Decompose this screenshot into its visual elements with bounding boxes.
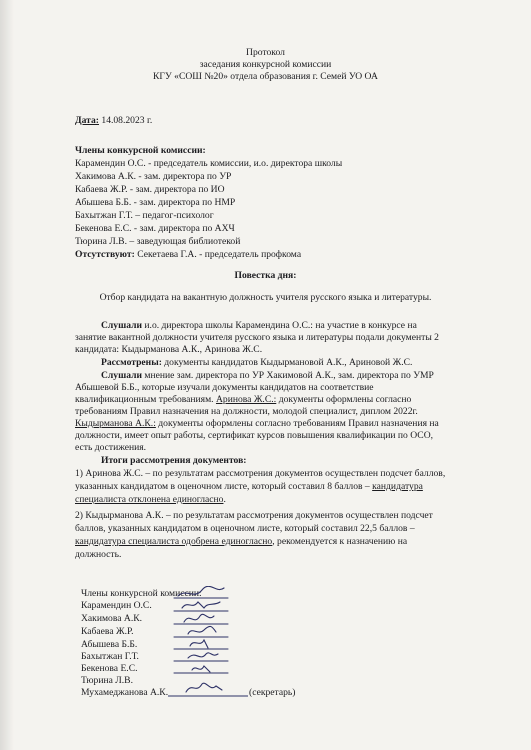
result-2-line: баллов, указанных кандидатом в оценочном листе, который составил 22,5 баллов – [75, 523, 415, 534]
signatory-name: Кабаева Ж.Р. [81, 626, 134, 637]
absent-line [75, 249, 301, 260]
signature-mark [178, 586, 224, 596]
heard-paragraph-2-line: Слушали мнение зам. директора по УР Хакимовой А.К., зам. директора по УМР [101, 370, 434, 381]
decision-rejected: специалиста отклонена единогласно [75, 494, 224, 505]
date-label: Дата: [75, 115, 99, 126]
candidate-name-arinova: Аринова Ж.С.: [215, 394, 277, 405]
candidate-name-kydyrmanova: Кыдырманова А.К.: [75, 418, 156, 429]
agenda-item: Отбор кандидата на вакантную должность учителя русского языка и литературы. [99, 292, 432, 303]
signature-mark [190, 640, 208, 648]
member-line: Бахытжан Г.Т. – педагог-психолог [75, 210, 214, 221]
result-2-line: 2) Кыдырманова А.К. – по результатам рассмотрения документов осуществлен подсчет [75, 510, 433, 521]
heard-paragraph-1-line: занятие вакантной должности учителя русского языка и литературы подали документы 2 [75, 332, 439, 343]
member-line: Хакимова А.К. - зам. директора по УР [75, 171, 232, 182]
heard-paragraph-2-line: Кыдырманова А.К.: документы оформлены согласно требованиям Правил назначения на [75, 418, 439, 429]
signature-mark [188, 653, 218, 658]
scan-edge-shadow [0, 0, 14, 750]
school-name: КГУ «СОШ №20» отдела образования г. Семей УО ОА [153, 71, 378, 82]
signatory-name: Тюрина Л.В. [81, 675, 133, 686]
heard-paragraph-2-line: есть достижения. [75, 442, 147, 453]
secretary-note: (секретарь) [249, 687, 296, 698]
decision-rejected: кандидатура [372, 481, 423, 492]
member-line: Бекенова Е.С. - зам. директора по АХЧ [75, 223, 235, 234]
document-subtitle: заседания конкурсной комиссии [199, 59, 332, 70]
document-title: Протокол [246, 47, 285, 58]
heard-paragraph-1-line: кандидата: Кыдырманова А.К., Аринова Ж.С. [75, 344, 263, 355]
result-1-line: специалиста отклонена единогласно. [75, 494, 226, 505]
signature-mark [184, 614, 214, 622]
member-line: Карамендин О.С. - председатель комиссии, и.о. директора школы [75, 158, 343, 169]
heard-paragraph-1-line: Слушали и.о. директора школы Карамендина О.С.: на участие в конкурсе на [101, 320, 417, 331]
result-1-line: 1) Аринова Ж.С. – по результатам рассмотрения документов осуществлен подсчет баллов, [75, 468, 446, 479]
member-line: Тюрина Л.В. – заведующая библиотекой [75, 236, 241, 247]
absent-value: Секетаева Г.А. - председатель профкома [137, 249, 302, 260]
considered-label: Рассмотрены: [101, 357, 162, 368]
signature-mark [182, 602, 220, 608]
agenda-heading: Повестка дня: [234, 270, 297, 281]
signatory-name: Бекенова Е.С. [81, 663, 138, 674]
member-line: Кабаева Ж.Р. - зам. директора по ИО [75, 184, 225, 195]
heard-paragraph-2-line: Абышевой Б.Б., которые изучали документы кандидатов на соответствие [75, 382, 374, 393]
commission-heading: Члены конкурсной комиссии: [75, 145, 206, 156]
signatory-name: Карамендин О.С. [81, 600, 152, 611]
signatory-name: Бахытжан Г.Т. [81, 651, 139, 662]
considered-line: Рассмотрены: документы кандидатов Кыдырмановой А.К., Ариновой Ж.С. [101, 357, 413, 368]
heard-paragraph-2-line: квалификационным требованиям. Аринова Ж.С.: документы оформлены согласно [75, 394, 412, 405]
signature-mark [186, 683, 222, 692]
date-line [75, 115, 152, 126]
result-2-line: должность. [75, 549, 122, 560]
signatures-heading: Члены конкурсной комиссии: [81, 588, 202, 599]
absent-label: Отсутствуют: [75, 249, 135, 260]
signatory-name: Хакимова А.К. [81, 613, 143, 624]
result-1-line: указанных кандидатом в оценочном листе, который составил 8 баллов – кандидатура [75, 481, 423, 492]
heard-label: Слушали [101, 370, 142, 381]
heard-label: Слушали [101, 320, 142, 331]
signature-mark [188, 626, 216, 634]
result-2-line: кандидатура специалиста одобрена единогласно, рекомендуется к назначению на [75, 536, 408, 547]
signatory-name: Абышева Б.Б. [81, 639, 138, 650]
decision-approved: кандидатура специалиста одобрена единогласно [75, 536, 273, 547]
member-line: Абышева Б.Б. - зам. директора по НМР [75, 197, 236, 208]
heard-paragraph-2-line: требованиям Правил назначения на должности, молодой специалист, диплом 2022г. [75, 406, 418, 417]
heard-paragraph-2-line: должности, имеет опыт работы, сертификат курсов повышения квалификации по ОСО, [75, 430, 434, 441]
results-heading: Итоги рассмотрения документов: [101, 455, 247, 466]
signature-mark [192, 666, 210, 672]
signatory-name: Мухамеджанова А.К. [81, 687, 169, 698]
signatures-drawing [168, 586, 248, 698]
date-value: 14.08.2023 г. [101, 115, 153, 126]
